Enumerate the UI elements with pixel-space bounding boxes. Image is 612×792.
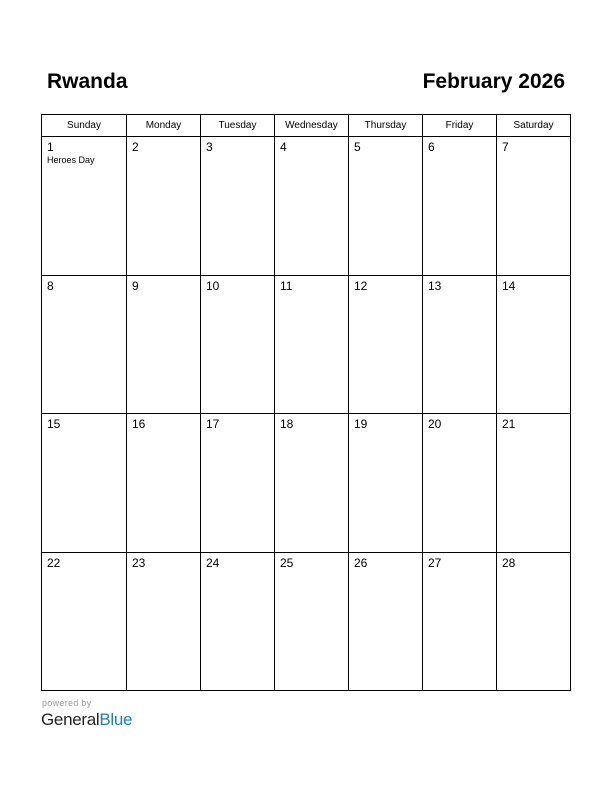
day-cell [127,275,201,414]
day-number: 26 [354,555,368,570]
day-number: 8 [47,278,54,293]
powered-by-label: powered by [42,698,92,708]
day-number: 27 [428,555,442,570]
calendar-grid [41,114,571,691]
day-number: 21 [502,417,516,431]
holiday-label: Heroes Day [47,155,95,165]
day-cell [497,414,571,553]
weekday-wednesday: Wednesday [275,115,349,137]
generalblue-logo[interactable] [41,710,132,730]
day-cell [201,414,275,553]
brand-general-text: General [41,710,100,729]
day-cell [42,275,127,414]
weekday-header-row [42,115,571,137]
day-number: 1 [47,140,54,154]
month-year-title: February 2026 [422,70,565,93]
day-cell [423,414,497,553]
country-title: Rwanda [47,70,128,93]
day-cell [42,552,127,691]
day-number: 28 [502,555,516,570]
day-cell [349,137,423,276]
week-row [42,552,571,691]
day-cell [127,137,201,276]
day-cell [423,137,497,276]
day-cell [423,275,497,414]
day-cell [275,552,349,691]
day-number: 2 [132,140,139,154]
weekday-thursday: Thursday [349,115,423,137]
day-number: 18 [280,417,294,431]
week-row [42,275,571,414]
day-cell [497,275,571,414]
day-number: 4 [280,140,287,154]
day-cell [201,275,275,414]
day-number: 9 [132,278,139,293]
brand-blue-text: Blue [99,710,133,729]
day-cell [497,552,571,691]
weekday-friday: Friday [423,115,497,137]
week-row [42,414,571,553]
day-number: 15 [47,417,61,431]
day-number: 11 [280,278,293,293]
day-number: 23 [132,555,146,570]
weekday-monday: Monday [127,115,201,137]
day-number: 13 [428,278,442,293]
weekday-sunday: Sunday [42,115,127,137]
day-number: 7 [502,140,509,154]
day-cell [42,137,127,276]
day-number: 14 [502,278,516,293]
day-cell [127,414,201,553]
day-cell [201,552,275,691]
weekday-tuesday: Tuesday [201,115,275,137]
day-cell [349,275,423,414]
day-cell [201,137,275,276]
day-cell [349,414,423,553]
day-cell [42,414,127,553]
day-number: 6 [428,140,435,154]
day-number: 17 [206,417,220,431]
day-number: 12 [354,278,368,293]
day-number: 22 [47,555,61,570]
day-number: 3 [206,140,213,154]
day-cell [497,137,571,276]
day-number: 10 [206,278,220,293]
day-number: 5 [354,140,361,154]
day-cell [423,552,497,691]
day-number: 19 [354,417,368,431]
day-number: 25 [280,555,294,570]
week-row [42,137,571,276]
day-cell [275,137,349,276]
day-cell [349,552,423,691]
day-number: 16 [132,417,146,431]
day-cell [127,552,201,691]
day-number: 20 [428,417,442,431]
day-cell [275,414,349,553]
day-number: 24 [206,555,220,570]
weekday-saturday: Saturday [497,115,571,137]
day-cell [275,275,349,414]
